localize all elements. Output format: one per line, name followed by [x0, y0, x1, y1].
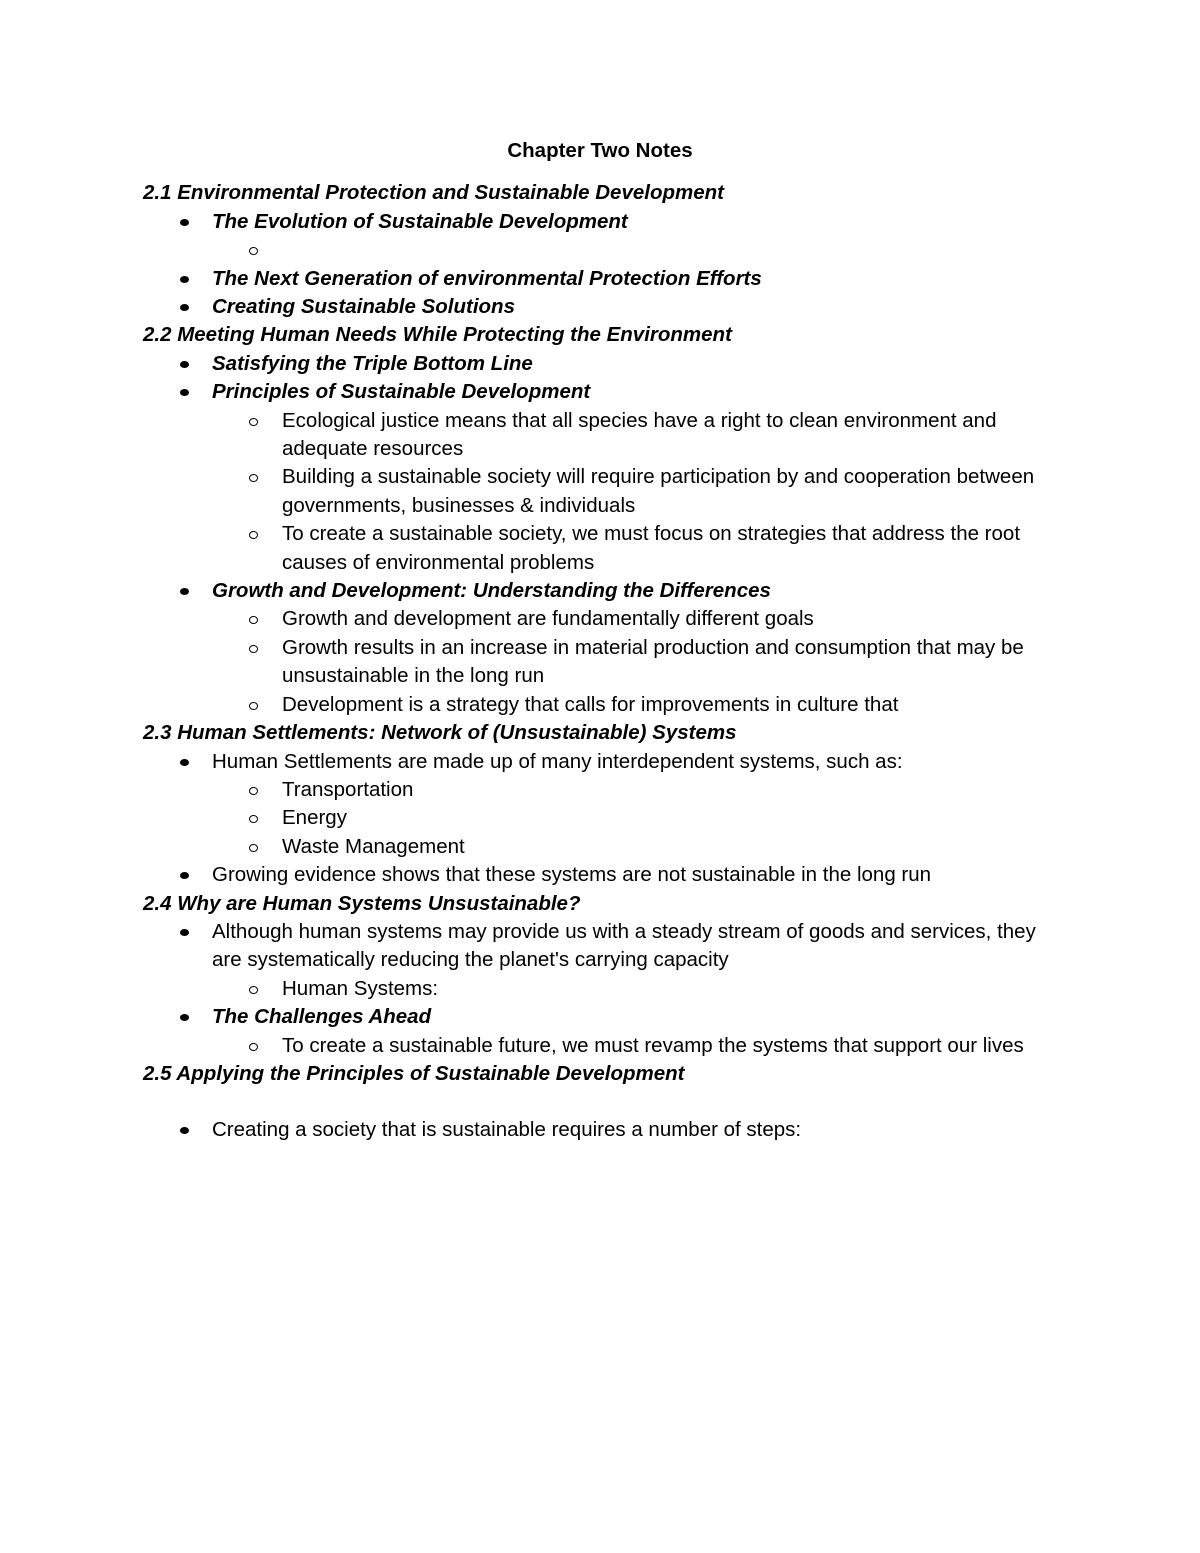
- sub-bullet-text: Building a sustainable society will require participation by and cooperation between governments, businesses & individuals: [282, 465, 1035, 517]
- sub-bullet-item: [143, 605, 1043, 633]
- bullet-dot-icon: [180, 389, 189, 396]
- sub-bullet-item: [143, 776, 1043, 804]
- bullet-item: [143, 293, 1043, 321]
- sub-bullet-item: [143, 463, 1043, 520]
- bullet-circle-icon: [249, 787, 258, 795]
- sub-bullet-item: [143, 520, 1043, 577]
- section-heading: 2.3 Human Settlements: Network of (Unsustainable) Systems: [143, 721, 737, 745]
- bullet-circle-icon: [249, 702, 258, 710]
- section-heading: 2.2 Meeting Human Needs While Protecting the Environment: [143, 323, 732, 347]
- bullet-circle-icon: [249, 645, 258, 653]
- blank-line: [143, 1088, 1043, 1116]
- bullet-text: Principles of Sustainable Development: [212, 380, 591, 404]
- bullet-circle-icon: [249, 815, 258, 823]
- bullet-dot-icon: [180, 219, 189, 226]
- bullet-circle-icon: [249, 986, 258, 994]
- bullet-item: [143, 208, 1043, 236]
- bullet-dot-icon: [180, 872, 189, 879]
- bullet-circle-icon: [249, 474, 258, 482]
- sub-bullet-text: Human Systems:: [282, 976, 439, 1000]
- bullet-dot-icon: [180, 588, 189, 595]
- bullet-item: [143, 1003, 1043, 1031]
- sub-bullet-text: Growth results in an increase in material production and consumption that may be unsustainable in the long run: [282, 635, 1024, 688]
- sub-bullet-item: [143, 634, 1043, 691]
- bullet-circle-icon: [249, 1043, 258, 1051]
- bullet-dot-icon: [180, 929, 189, 936]
- bullet-circle-icon: [249, 531, 258, 539]
- bullet-dot-icon: [180, 1127, 189, 1134]
- bullet-text: Creating Sustainable Solutions: [212, 295, 515, 319]
- sub-bullet-item: [143, 975, 1043, 1003]
- sub-bullet-item: [143, 691, 1043, 719]
- sub-bullet-item: [143, 236, 1043, 264]
- bullet-dot-icon: [180, 361, 189, 368]
- bullet-dot-icon: [180, 276, 189, 283]
- bullet-item: [143, 265, 1043, 293]
- bullet-circle-icon: [249, 247, 258, 255]
- sub-bullet-text: Transportation: [282, 777, 414, 801]
- bullet-text: The Evolution of Sustainable Development: [212, 209, 628, 233]
- bullet-circle-icon: [249, 418, 258, 426]
- bullet-text: Creating a society that is sustainable requires a number of steps:: [212, 1118, 802, 1142]
- section-heading: 2.5 Applying the Principles of Sustainable Development: [143, 1061, 685, 1085]
- bullet-dot-icon: [180, 1014, 189, 1021]
- sub-bullet-text: Development is a strategy that calls for improvements in culture that: [282, 692, 899, 716]
- bullet-text: The Challenges Ahead: [212, 1005, 432, 1029]
- bullet-text: Human Settlements are made up of many interdependent systems, such as:: [212, 749, 903, 773]
- bullet-item: [143, 861, 1043, 889]
- section-heading: 2.4 Why are Human Systems Unsustainable?: [143, 891, 581, 915]
- sub-bullet-text: To create a sustainable future, we must revamp the systems that support our lives: [282, 1033, 1024, 1057]
- bullet-circle-icon: [249, 616, 258, 624]
- bullet-dot-icon: [180, 304, 189, 311]
- bullet-text: Satisfying the Triple Bottom Line: [212, 351, 533, 375]
- bullet-item: [143, 918, 1043, 975]
- sub-bullet-text: Growth and development are fundamentally different goals: [282, 607, 814, 631]
- sub-bullet-item: [143, 804, 1043, 832]
- sub-bullet-item: [143, 407, 1043, 464]
- section-heading: 2.1 Environmental Protection and Sustainable Development: [143, 181, 724, 205]
- document-page: [143, 137, 1043, 1145]
- bullet-item: [143, 748, 1043, 776]
- document-title: Chapter Two Notes: [507, 139, 693, 162]
- bullet-item: [143, 1116, 1043, 1144]
- sub-bullet-text: Ecological justice means that all species have a right to clean environment and adequate resources: [282, 408, 997, 461]
- bullet-text: The Next Generation of environmental Protection Efforts: [212, 266, 762, 290]
- sub-bullet-text: Waste Management: [282, 834, 465, 858]
- bullet-item: [143, 350, 1043, 378]
- bullet-text: Although human systems may provide us with a steady stream of goods and services, they are systematically reducing the planet's carrying capacity: [212, 919, 1036, 972]
- bullet-text: Growth and Development: Understanding the Differences: [212, 579, 771, 603]
- bullet-text: Growing evidence shows that these systems are not sustainable in the long run: [212, 863, 932, 887]
- bullet-circle-icon: [249, 844, 258, 852]
- sub-bullet-item: [143, 833, 1043, 861]
- notes-body: [143, 179, 1043, 1144]
- bullet-item: [143, 577, 1043, 605]
- bullet-dot-icon: [180, 759, 189, 766]
- sub-bullet-text: Energy: [282, 806, 347, 830]
- sub-bullet-text: To create a sustainable society, we must focus on strategies that address the root causes of environmental problems: [282, 522, 1021, 574]
- sub-bullet-item: [143, 1032, 1043, 1060]
- bullet-item: [143, 378, 1043, 406]
